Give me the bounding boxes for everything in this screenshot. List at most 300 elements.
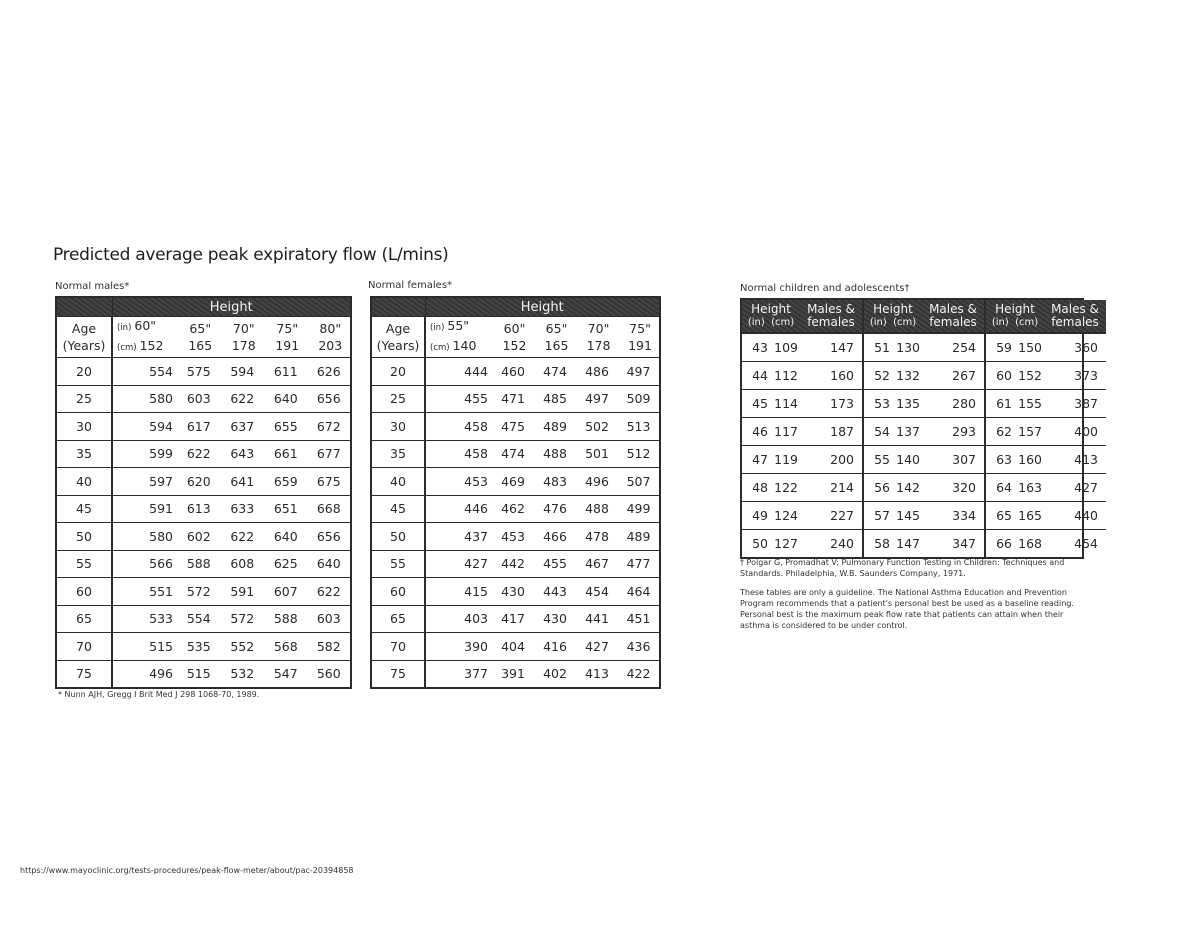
height-label: Height [873,302,913,316]
height-in-value: 65" [545,321,568,336]
table-row [56,385,351,413]
flow-value: 478 [576,523,618,551]
flow-value: 430 [534,605,576,633]
flow-value: 458 [425,413,492,441]
flow-value: 458 [425,440,492,468]
height-header [177,317,221,358]
height-header [308,317,352,358]
flow-value: 373 [1074,368,1098,383]
flow-value: 622 [221,385,265,413]
height-in-cell: 54 [874,424,890,439]
flow-value: 496 [112,660,177,688]
unit-cm: (cm) [430,343,450,353]
flow-value: 501 [576,440,618,468]
height-in-cell: 46 [752,424,768,439]
height-cm-value: 178 [231,338,256,353]
flow-value: 347 [952,536,976,551]
flow-value: 626 [308,358,352,386]
flow-value: 597 [112,468,177,496]
height-in-cell: 43 [752,340,768,355]
table-row [371,385,660,413]
flow-value: 413 [576,660,618,688]
flow-value: 267 [952,368,976,383]
flow-value: 254 [952,340,976,355]
flow-value: 293 [952,424,976,439]
table-row [371,440,660,468]
flow-value: 444 [425,358,492,386]
flow-value: 475 [492,413,534,441]
height-in-value: 80" [319,321,342,336]
children-footnote: † Polgar G, Promadhat V: Pulmonary Function Testing in Children: Techniques and Standards. Philadelphia, W.B. Saunders Company, 1971. [740,558,1065,578]
height-cm-cell: 124 [774,508,798,523]
height-header [534,317,576,358]
height-column-header [742,300,800,332]
flow-value: 430 [492,578,534,606]
age-cell: 20 [371,358,425,386]
flow-value: 173 [830,396,854,411]
flow-value: 466 [534,523,576,551]
age-unit: (Years) [376,338,420,353]
flow-value: 320 [952,480,976,495]
height-in [534,320,576,337]
flow-value: 483 [534,468,576,496]
children-row [986,474,1106,502]
flow-value: 608 [221,550,265,578]
flow-value: 416 [534,633,576,661]
age-cell: 40 [56,468,112,496]
age-cell: 65 [371,605,425,633]
table-row [371,578,660,606]
flow-value: 496 [576,468,618,496]
height-label: Height [995,302,1035,316]
flow-value: 477 [618,550,660,578]
flow-value: 280 [952,396,976,411]
height-in-cell: 61 [996,396,1012,411]
children-row [864,446,984,474]
children-row [864,362,984,390]
children-row [986,362,1106,390]
height-cm [534,337,576,354]
height-cm-value: 191 [628,338,652,353]
table-row [371,550,660,578]
height-in-cell: 56 [874,480,890,495]
table-row [371,358,660,386]
flow-value: 554 [112,358,177,386]
height-cm-value: 140 [452,338,477,353]
age-cell: 75 [56,660,112,688]
flow-value: 572 [177,578,221,606]
height-in [618,320,659,337]
children-row [864,390,984,418]
height-in-cell: 59 [996,340,1012,355]
flow-value: 640 [264,523,308,551]
flow-value: 200 [830,452,854,467]
flow-value: 637 [221,413,265,441]
height-cm-cell: 152 [1018,368,1042,383]
flow-value: 515 [177,660,221,688]
flow-value: 307 [952,452,976,467]
flow-value: 566 [112,550,177,578]
flow-value: 513 [618,413,660,441]
height-header [221,317,265,358]
height-band: Height [425,297,660,317]
flow-value: 240 [830,536,854,551]
females-table [370,296,661,689]
height-in-cell: 52 [874,368,890,383]
children-row [742,530,862,557]
flow-value: 427 [1074,480,1098,495]
height-in-value: 70" [232,321,255,336]
height-cm-cell: 132 [896,368,920,383]
children-row [986,502,1106,530]
flow-value: 622 [308,578,352,606]
height-in-cell: 58 [874,536,890,551]
flow-value: 486 [576,358,618,386]
flow-value: 532 [221,660,265,688]
flow-value: 227 [830,508,854,523]
children-row [986,418,1106,446]
unit-cm: (cm) [117,343,137,353]
height-cm-cell: 140 [896,452,920,467]
flow-value: 656 [308,523,352,551]
height-cm [576,337,618,354]
age-cell: 25 [56,385,112,413]
flow-value: 668 [308,495,352,523]
height-cm [492,337,534,354]
height-cm-cell: 160 [1018,452,1042,467]
unit-in: (in) [117,323,132,333]
height-in-cell: 55 [874,452,890,467]
value-column-header [922,300,984,332]
flow-value: 675 [308,468,352,496]
height-cm-cell: 130 [896,340,920,355]
flow-value: 454 [1074,536,1098,551]
band-cell [56,297,112,317]
children-row [742,418,862,446]
height-in-cell: 60 [996,368,1012,383]
flow-value: 469 [492,468,534,496]
flow-value: 620 [177,468,221,496]
height-in-cell: 57 [874,508,890,523]
height-in-cell: 66 [996,536,1012,551]
height-cm-cell: 119 [774,452,798,467]
flow-value: 551 [112,578,177,606]
flow-value: 572 [221,605,265,633]
females-caption: Normal females* [368,280,453,291]
table-row [56,440,351,468]
height-cm-cell: 165 [1018,508,1042,523]
age-cell: 60 [371,578,425,606]
flow-value: 599 [112,440,177,468]
children-row [742,390,862,418]
value-column-header [1044,300,1106,332]
flow-value: 404 [492,633,534,661]
flow-value: 594 [112,413,177,441]
age-cell: 35 [56,440,112,468]
height-cm-value: 152 [502,338,527,353]
children-row [864,530,984,557]
height-cm-value: 191 [275,338,300,353]
table-row [371,660,660,688]
height-cm [117,337,177,357]
flow-value: 488 [534,440,576,468]
height-cm-cell: 145 [896,508,920,523]
height-cm-cell: 142 [896,480,920,495]
children-row [986,446,1106,474]
height-in-value: 55" [447,318,470,333]
height-cm-cell: 163 [1018,480,1042,495]
height-in [221,320,265,337]
flow-value: 640 [264,385,308,413]
age-cell: 65 [56,605,112,633]
flow-value: 602 [177,523,221,551]
height-in-value: 60" [503,321,526,336]
flow-value: 603 [177,385,221,413]
flow-value: 400 [1074,424,1098,439]
flow-value: 440 [1074,508,1098,523]
table-row [371,468,660,496]
flow-value: 533 [112,605,177,633]
table-row [56,633,351,661]
flow-value: 622 [221,523,265,551]
height-cm [430,337,492,357]
flow-value: 453 [425,468,492,496]
flow-value: 497 [618,358,660,386]
children-group [864,300,986,557]
flow-value: 497 [576,385,618,413]
table-row [371,605,660,633]
flow-value: 390 [425,633,492,661]
flow-value: 441 [576,605,618,633]
flow-value: 485 [534,385,576,413]
flow-value: 625 [264,550,308,578]
children-row [742,474,862,502]
flow-value: 474 [492,440,534,468]
flow-value: 462 [492,495,534,523]
height-cm-cell: 122 [774,480,798,495]
height-in [492,320,534,337]
flow-value: 334 [952,508,976,523]
flow-value: 651 [264,495,308,523]
value-label: Males & [1051,302,1099,316]
height-cm-cell: 135 [896,396,920,411]
age-cell: 70 [56,633,112,661]
children-row [742,502,862,530]
height-in [308,320,351,337]
height-in-cell: 63 [996,452,1012,467]
age-cell: 30 [56,413,112,441]
height-cm-cell: 112 [774,368,798,383]
height-cm-cell: 109 [774,340,798,355]
flow-value: 187 [830,424,854,439]
height-cm-cell: 147 [896,536,920,551]
children-row [742,446,862,474]
table-row [56,358,351,386]
age-label: Age [71,321,97,336]
table-row [56,523,351,551]
age-cell: 40 [371,468,425,496]
flow-value: 591 [112,495,177,523]
males-footnote: * Nunn AJH, Gregg I Brit Med J 298 1068-70, 1989. [58,690,260,699]
flow-value: 377 [425,660,492,688]
flow-value: 453 [492,523,534,551]
males-caption: Normal males* [55,281,130,292]
flow-value: 661 [264,440,308,468]
value-sub: females [1051,315,1099,329]
flow-value: 617 [177,413,221,441]
flow-value: 509 [618,385,660,413]
flow-value: 442 [492,550,534,578]
flow-value: 413 [1074,452,1098,467]
flow-value: 582 [308,633,352,661]
children-row [864,334,984,362]
children-row [986,334,1106,362]
children-caption: Normal children and adolescents† [740,283,910,294]
flow-value: 489 [534,413,576,441]
age-unit: (Years) [62,338,106,353]
value-sub: females [929,315,977,329]
table-row [371,495,660,523]
flow-value: 402 [534,660,576,688]
flow-value: 672 [308,413,352,441]
height-in-value: 75" [276,321,299,336]
flow-value: 446 [425,495,492,523]
height-cm-cell: 114 [774,396,798,411]
flow-value: 643 [221,440,265,468]
flow-value: 427 [425,550,492,578]
flow-value: 622 [177,440,221,468]
flow-value: 613 [177,495,221,523]
table-row [371,413,660,441]
band-cell [371,297,425,317]
flow-value: 560 [308,660,352,688]
height-cm-cell: 127 [774,536,798,551]
height-units: (in) (cm) [869,317,917,328]
flow-value: 499 [618,495,660,523]
children-group-header [864,300,984,334]
height-in-cell: 50 [752,536,768,551]
flow-value: 454 [576,578,618,606]
children-group-header [742,300,862,334]
height-header [425,317,492,358]
height-in-cell: 47 [752,452,768,467]
flow-value: 476 [534,495,576,523]
flow-value: 214 [830,480,854,495]
height-cm-cell: 157 [1018,424,1042,439]
flow-value: 640 [308,550,352,578]
height-in-cell: 62 [996,424,1012,439]
height-cm [177,337,221,354]
height-column-header [864,300,922,332]
flow-value: 575 [177,358,221,386]
height-in-cell: 53 [874,396,890,411]
page-title: Predicted average peak expiratory flow (L/mins) [53,245,449,265]
height-in-value: 65" [189,321,212,336]
flow-value: 415 [425,578,492,606]
children-row [864,418,984,446]
flow-value: 471 [492,385,534,413]
height-in-cell: 45 [752,396,768,411]
children-row [864,474,984,502]
height-in [177,320,221,337]
unit-in: (in) [430,323,445,333]
height-in [117,317,177,337]
children-group-header [986,300,1106,334]
flow-value: 427 [576,633,618,661]
flow-value: 451 [618,605,660,633]
table-row [56,468,351,496]
height-header [264,317,308,358]
height-band: Height [112,297,351,317]
flow-value: 603 [308,605,352,633]
children-row [986,390,1106,418]
height-cm-value: 203 [318,338,343,353]
height-in [430,317,492,337]
flow-value: 436 [618,633,660,661]
age-cell: 20 [56,358,112,386]
flow-value: 455 [425,385,492,413]
flow-value: 655 [264,413,308,441]
height-cm-cell: 150 [1018,340,1042,355]
height-cm-cell: 168 [1018,536,1042,551]
flow-value: 512 [618,440,660,468]
height-in-cell: 65 [996,508,1012,523]
age-cell: 70 [371,633,425,661]
flow-value: 588 [177,550,221,578]
children-table [740,298,1099,559]
children-group [742,300,864,557]
height-units: (in) (cm) [991,317,1039,328]
flow-value: 594 [221,358,265,386]
height-header [576,317,618,358]
age-cell: 75 [371,660,425,688]
flow-value: 443 [534,578,576,606]
height-in-cell: 44 [752,368,768,383]
flow-value: 591 [221,578,265,606]
flow-value: 552 [221,633,265,661]
flow-value: 611 [264,358,308,386]
height-cm-cell: 117 [774,424,798,439]
table-row [56,660,351,688]
flow-value: 677 [308,440,352,468]
height-cm [221,337,265,354]
value-label: Males & [807,302,855,316]
table-row [371,633,660,661]
height-cm [264,337,308,354]
age-cell: 25 [371,385,425,413]
guideline-note: These tables are only a guideline. The National Asthma Education and Prevention Program recommends that a patient's personal best be used as a baseline reading. Personal best is the maximum peak flow rate that patients can attain when their asthma is considered to be under control. [740,588,1074,630]
age-cell: 45 [371,495,425,523]
flow-value: 160 [830,368,854,383]
age-header [371,317,425,358]
height-in-value: 70" [587,321,610,336]
age-cell: 30 [371,413,425,441]
age-header [56,317,112,358]
age-cell: 50 [371,523,425,551]
age-label: Age [385,321,411,336]
height-cm-cell: 155 [1018,396,1042,411]
flow-value: 417 [492,605,534,633]
height-in-cell: 48 [752,480,768,495]
flow-value: 659 [264,468,308,496]
height-cm-value: 178 [586,338,611,353]
height-in [576,320,618,337]
flow-value: 460 [492,358,534,386]
children-group [986,300,1106,557]
children-row [742,362,862,390]
children-row [742,334,862,362]
height-cm [308,337,351,354]
